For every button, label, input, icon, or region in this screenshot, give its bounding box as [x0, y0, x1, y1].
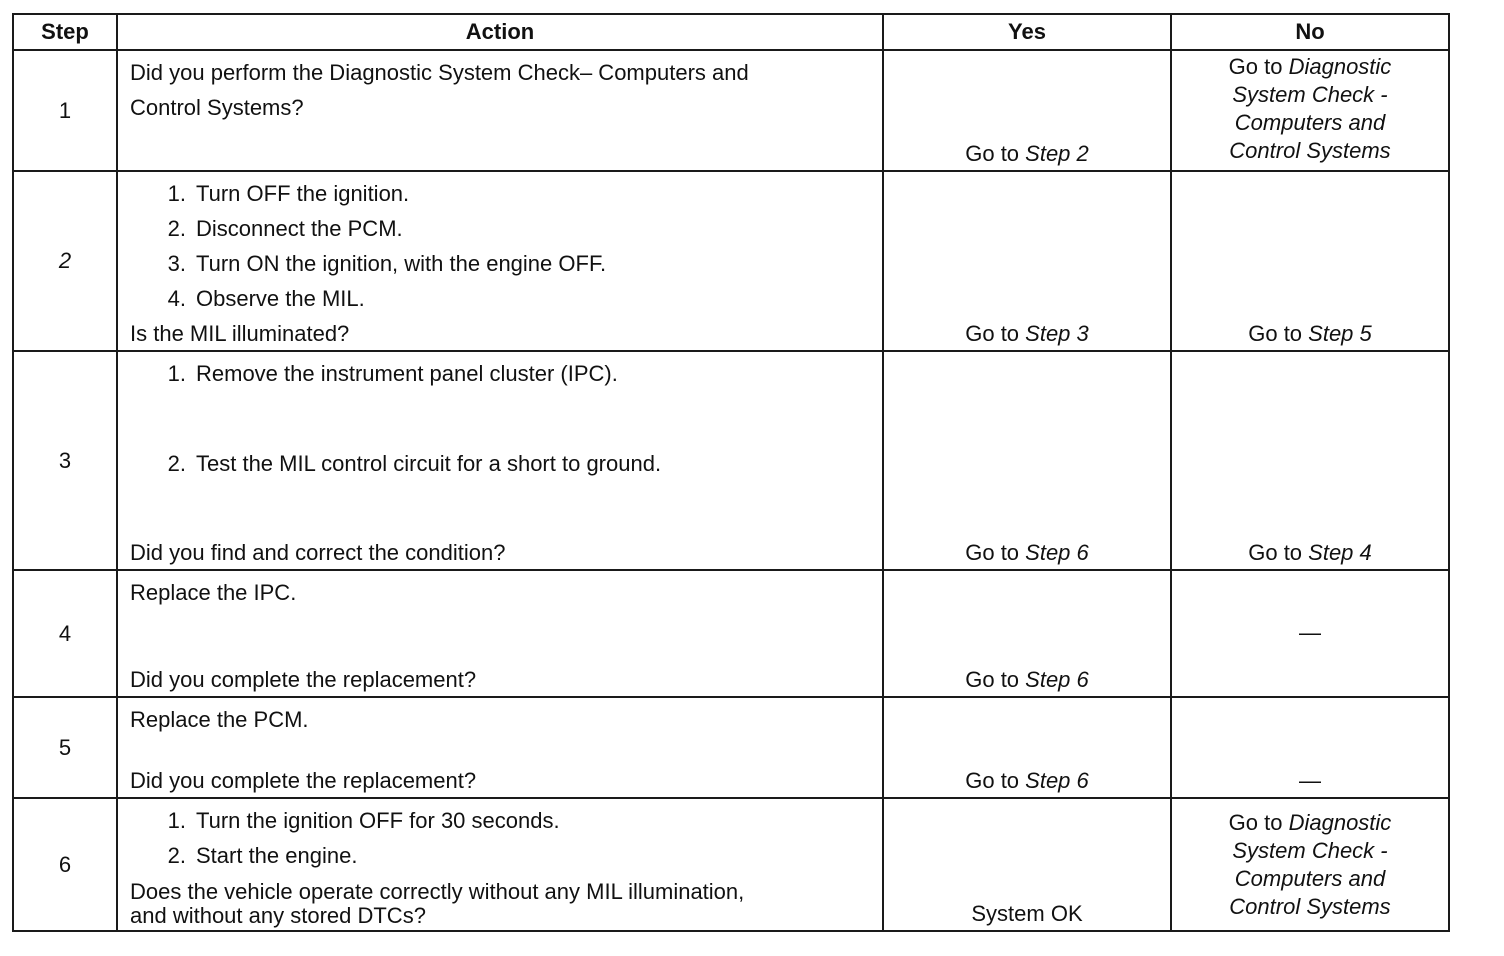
question-text: Is the MIL illuminated? [130, 321, 350, 346]
list-number: 2. [167, 216, 186, 241]
yes-link[interactable] [884, 767, 1170, 795]
goto-target: Diagnostic [1288, 809, 1392, 835]
list-item [130, 356, 870, 391]
goto-target: Step 6 [1025, 768, 1089, 793]
diagnostic-table [12, 13, 1450, 932]
yes-cell [883, 351, 1171, 570]
goto-prefix: Go to [965, 667, 1026, 692]
goto-prefix: Go to [1248, 540, 1309, 565]
no-cell [1171, 697, 1449, 798]
goto-prefix: Go to [965, 540, 1026, 565]
goto-prefix: Go to [1228, 54, 1289, 79]
goto-target: Control Systems [1229, 893, 1391, 919]
list-text: Observe the MIL. [196, 286, 365, 311]
action-cell [117, 171, 883, 351]
yes-text: System OK [971, 901, 1083, 926]
yes-link[interactable] [884, 666, 1170, 694]
no-cell [1171, 351, 1449, 570]
goto-target: Computers and [1234, 110, 1386, 135]
goto-target: Step 4 [1308, 540, 1372, 565]
goto-target: Step 6 [1025, 540, 1089, 565]
goto-target: Step 2 [1025, 141, 1089, 166]
no-cell [1171, 570, 1449, 697]
table-row [13, 697, 1449, 798]
step-number: 2 [13, 171, 117, 351]
list-item [130, 281, 870, 316]
yes-link[interactable] [884, 539, 1170, 567]
goto-prefix: Go to [965, 321, 1026, 346]
list-text: Test the MIL control circuit for a short to ground. [196, 451, 662, 476]
action-cell [117, 50, 883, 171]
no-cell [1171, 798, 1449, 931]
list-item [130, 246, 870, 281]
goto-target: Diagnostic [1288, 54, 1392, 79]
table-row [13, 50, 1449, 171]
list-number: 1. [167, 361, 186, 386]
list-number: 2. [167, 451, 186, 476]
list-item [130, 176, 870, 211]
diagnostic-table-container [12, 13, 1450, 932]
table-row [13, 351, 1449, 570]
list-number: 4. [167, 286, 186, 311]
action-text: Control Systems? [130, 95, 304, 120]
question-text: Did you complete the replacement? [130, 768, 477, 793]
goto-prefix: Go to [965, 141, 1026, 166]
no-link[interactable] [1172, 320, 1448, 348]
action-cell [117, 697, 883, 798]
yes-link[interactable] [884, 140, 1170, 168]
yes-cell [883, 697, 1171, 798]
yes-link[interactable] [884, 320, 1170, 348]
goto-target: Step 3 [1025, 321, 1089, 346]
no-link[interactable] [1172, 539, 1448, 567]
list-number: 1. [167, 181, 186, 206]
header-yes: Yes [883, 14, 1171, 50]
yes-cell [883, 798, 1171, 931]
goto-target: Control Systems [1229, 138, 1391, 163]
no-cell [1171, 171, 1449, 351]
action-cell [117, 798, 883, 931]
question-line: Does the vehicle operate correctly without any MIL illumination, [130, 879, 745, 904]
goto-target: Step 5 [1308, 321, 1372, 346]
header-no: No [1171, 14, 1449, 50]
no-link[interactable] [1229, 51, 1392, 165]
header-row [13, 14, 1449, 50]
table-row [13, 171, 1449, 351]
list-text: Turn OFF the ignition. [196, 181, 410, 206]
list-text: Remove the instrument panel cluster (IPC). [196, 361, 618, 386]
action-text: Did you perform the Diagnostic System Check– Computers and [130, 60, 749, 85]
step-number: 1 [13, 50, 117, 171]
step-number: 4 [13, 570, 117, 697]
goto-prefix: Go to [1228, 809, 1289, 835]
goto-target: System Check - [1232, 837, 1388, 863]
table-row [13, 570, 1449, 697]
action-cell [117, 351, 883, 570]
goto-prefix: Go to [965, 768, 1026, 793]
yes-cell [883, 570, 1171, 697]
action-text: Replace the PCM. [130, 707, 309, 732]
goto-prefix: Go to [1248, 321, 1309, 346]
table-row [13, 798, 1449, 931]
question-text: Did you find and correct the condition? [130, 540, 506, 565]
action-text: Replace the IPC. [130, 580, 297, 605]
question-text: Did you complete the replacement? [130, 667, 477, 692]
yes-cell [883, 50, 1171, 171]
no-cell [1171, 50, 1449, 171]
list-item [130, 446, 870, 481]
no-dash: — [1299, 768, 1321, 793]
action-cell [117, 570, 883, 697]
list-text: Disconnect the PCM. [196, 216, 403, 241]
list-item [130, 803, 870, 838]
list-number: 3. [167, 251, 186, 276]
no-link[interactable] [1229, 807, 1392, 921]
step-number: 3 [13, 351, 117, 570]
yes-cell [883, 171, 1171, 351]
list-text: Start the engine. [196, 843, 358, 868]
header-step: Step [13, 14, 117, 50]
no-dash: — [1299, 619, 1321, 645]
step-number: 6 [13, 798, 117, 931]
list-item [130, 211, 870, 246]
goto-target: System Check - [1232, 82, 1388, 107]
list-text: Turn ON the ignition, with the engine OFF. [196, 251, 607, 276]
goto-target: Step 6 [1025, 667, 1089, 692]
list-number: 2. [167, 843, 186, 868]
list-item [130, 838, 870, 873]
list-text: Turn the ignition OFF for 30 seconds. [196, 808, 560, 833]
step-number: 5 [13, 697, 117, 798]
list-number: 1. [167, 808, 186, 833]
question-text [130, 880, 744, 928]
goto-target: Computers and [1234, 865, 1386, 891]
header-action: Action [117, 14, 883, 50]
question-line: and without any stored DTCs? [130, 903, 426, 928]
